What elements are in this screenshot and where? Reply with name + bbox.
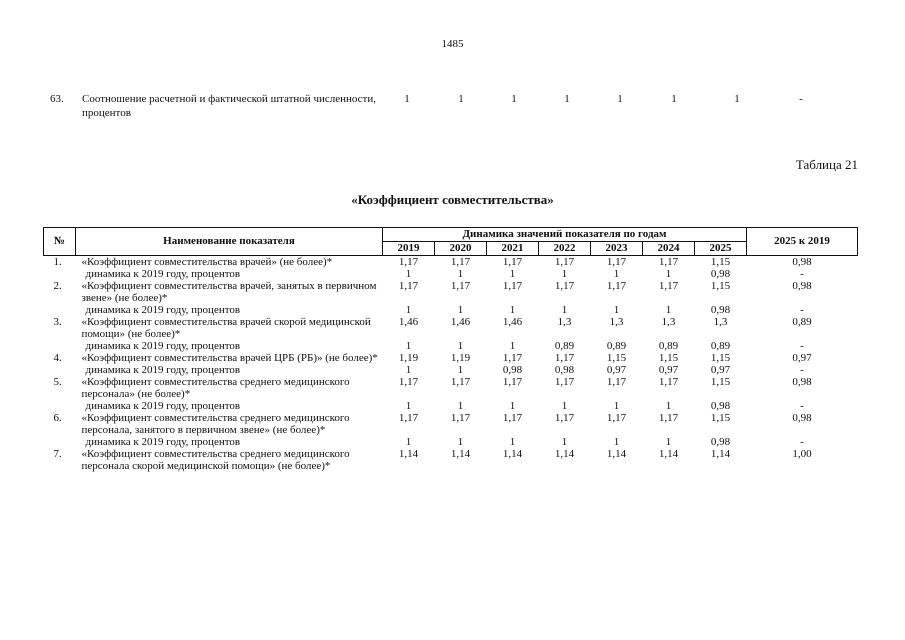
value-cell: 0,98	[502, 364, 523, 376]
page-number: 1485	[441, 38, 464, 50]
value-cell: 1,17	[398, 412, 419, 424]
row-number: 6.	[53, 412, 62, 424]
header-year: 2020	[435, 242, 487, 256]
row-number: 4.	[53, 352, 62, 364]
indicator-name: динамика к 2019 году, процентов	[85, 400, 241, 412]
value-cell: -	[800, 304, 804, 316]
value-cell: 1,17	[502, 412, 523, 424]
value-cell: 0,97	[658, 364, 679, 376]
value-cell: 1	[405, 400, 412, 412]
value-cell: 1,17	[502, 376, 523, 388]
indicator-name: «Коэффициент совместительства среднего медицинского персонала скорой медицинской помощи» (не более)*	[81, 448, 350, 472]
value-cell: 1,00	[792, 448, 812, 460]
value-cell: 1	[665, 400, 672, 412]
value-cell: 1,17	[606, 376, 627, 388]
indicator-row	[44, 256, 858, 269]
value-cell: 1,17	[398, 256, 419, 268]
value-cell: 1	[665, 304, 672, 316]
row-number	[44, 400, 76, 412]
table-label: Таблица 21	[795, 157, 858, 172]
value-cell: 1,15	[710, 352, 731, 364]
indicator-row	[44, 376, 858, 400]
row-number: 7.	[53, 448, 62, 460]
value-cell: 1,17	[398, 376, 419, 388]
value-cell: 1	[509, 268, 516, 280]
value-cell: 1	[671, 93, 677, 105]
value-cell: 1,3	[713, 316, 728, 328]
value-cell: 1,46	[450, 316, 471, 328]
value-cell: 1	[561, 400, 568, 412]
indicator-name: «Коэффициент совместительства врачей, занятых в первичном звене» (не более)*	[81, 280, 377, 304]
indicator-row	[44, 316, 858, 340]
value-cell: 1	[457, 268, 464, 280]
indicator-name: динамика к 2019 году, процентов	[85, 364, 241, 376]
table-body	[44, 256, 858, 473]
value-cell: 0,98	[710, 304, 731, 316]
value-cell: 1,15	[658, 352, 679, 364]
value-cell: 1	[665, 268, 672, 280]
indicator-name: «Коэффициент совместительства врачей ЦРБ (РБ)» (не более)*	[81, 352, 378, 364]
value-cell: -	[799, 93, 803, 105]
value-cell: 1	[458, 93, 464, 105]
indicator-name: «Коэффициент совместительства среднего медицинского персонала» (не более)*	[81, 376, 350, 400]
header-year: 2023	[591, 242, 643, 256]
indicator-name: динамика к 2019 году, процентов	[85, 304, 241, 316]
value-cell: 1	[457, 340, 464, 352]
value-cell: 1,14	[710, 448, 731, 460]
dynamics-row	[44, 436, 858, 448]
row-number: 1.	[53, 256, 62, 268]
value-cell: 1,17	[658, 256, 679, 268]
header-year: 2022	[539, 242, 591, 256]
value-cell: 1	[561, 268, 568, 280]
value-cell: 1,19	[450, 352, 471, 364]
value-cell: 1,17	[502, 280, 523, 292]
value-cell: 1	[617, 93, 623, 105]
dynamics-row	[44, 268, 858, 280]
value-cell: 1	[613, 400, 620, 412]
value-cell: 1,46	[398, 316, 419, 328]
value-cell: 1,15	[710, 412, 731, 424]
value-cell: 1,17	[450, 256, 471, 268]
value-cell: 1	[457, 436, 464, 448]
value-cell: 0,89	[792, 316, 812, 328]
value-cell: -	[800, 400, 804, 412]
value-cell: 0,97	[792, 352, 812, 364]
value-cell: -	[800, 340, 804, 352]
value-cell: 0,89	[658, 340, 679, 352]
value-cell: 1	[613, 268, 620, 280]
value-cell: 1,17	[450, 376, 471, 388]
value-cell: 1,17	[450, 412, 471, 424]
value-cell: 1	[509, 400, 516, 412]
value-cell: 0,89	[606, 340, 627, 352]
header-year: 2024	[643, 242, 695, 256]
row-number	[44, 268, 76, 280]
value-cell: 1	[613, 436, 620, 448]
value-cell: 1	[561, 436, 568, 448]
dynamics-row	[44, 364, 858, 376]
header-year: 2025	[695, 242, 747, 256]
value-cell: 1,15	[710, 376, 731, 388]
row-number	[44, 436, 76, 448]
dynamics-row	[44, 304, 858, 316]
header-year: 2021	[487, 242, 539, 256]
value-cell: 1,14	[450, 448, 471, 460]
value-cell: 1,17	[554, 412, 575, 424]
header-ratio: 2025 к 2019	[747, 228, 858, 256]
value-cell: 1	[564, 93, 570, 105]
value-cell: 1	[509, 304, 516, 316]
value-cell: 1	[405, 364, 412, 376]
value-cell: 1,14	[398, 448, 419, 460]
value-cell: 1,14	[658, 448, 679, 460]
value-cell: 1	[665, 436, 672, 448]
value-cell: 0,98	[792, 412, 812, 424]
value-cell: 1,17	[554, 376, 575, 388]
row-number: 3.	[53, 316, 62, 328]
indicator-row	[44, 448, 858, 472]
value-cell: 1,3	[661, 316, 676, 328]
header-indicator-name: Наименование показателя	[76, 228, 383, 256]
row-number: 63.	[50, 93, 64, 105]
value-cell: 1,17	[606, 256, 627, 268]
value-cell: 1,15	[606, 352, 627, 364]
value-cell: 1,17	[658, 376, 679, 388]
value-cell: 0,98	[710, 436, 731, 448]
value-cell: 0,89	[554, 340, 575, 352]
value-cell: 1	[734, 93, 740, 105]
indicator-name: динамика к 2019 году, процентов	[85, 268, 241, 280]
header-dynamics: Динамика значений показателя по годам	[383, 228, 747, 242]
row-number	[44, 304, 76, 316]
value-cell: 1	[405, 268, 412, 280]
value-cell: 1	[405, 304, 412, 316]
value-cell: 0,97	[606, 364, 627, 376]
indicator-row	[44, 280, 858, 304]
value-cell: 1	[561, 304, 568, 316]
value-cell: 1,17	[554, 256, 575, 268]
value-cell: 1,17	[606, 412, 627, 424]
indicator-row	[44, 352, 858, 364]
value-cell: 0,98	[792, 280, 812, 292]
value-cell: 0,98	[554, 364, 575, 376]
value-cell: 0,98	[792, 256, 812, 268]
dynamics-row	[44, 400, 858, 412]
value-cell: 1,17	[554, 352, 575, 364]
value-cell: 1,17	[398, 280, 419, 292]
indicator-name: динамика к 2019 году, процентов	[85, 436, 241, 448]
value-cell: 1,14	[502, 448, 523, 460]
value-cell: -	[800, 364, 804, 376]
header-year: 2019	[383, 242, 435, 256]
value-cell: 1	[511, 93, 517, 105]
value-cell: 1,19	[398, 352, 419, 364]
value-cell: 1	[509, 340, 516, 352]
value-cell: 1,15	[710, 280, 731, 292]
coefficient-table	[43, 227, 858, 472]
value-cell: 0,89	[710, 340, 731, 352]
header-number: №	[44, 228, 76, 256]
value-cell: 0,98	[710, 268, 731, 280]
value-cell: 1,17	[502, 256, 523, 268]
value-cell: 1,3	[557, 316, 572, 328]
value-cell: 1	[509, 436, 516, 448]
value-cell: 1,14	[606, 448, 627, 460]
value-cell: -	[800, 436, 804, 448]
indicator-name: «Коэффициент совместительства врачей скорой медицинской помощи» (не более)*	[81, 316, 371, 340]
value-cell: 1	[405, 340, 412, 352]
indicator-name: динамика к 2019 году, процентов	[85, 340, 241, 352]
value-cell: 1	[405, 436, 412, 448]
value-cell: 1,3	[609, 316, 624, 328]
value-cell: 1,17	[658, 412, 679, 424]
row-number: 5.	[53, 376, 62, 388]
value-cell: 1	[457, 304, 464, 316]
value-cell: 1,17	[502, 352, 523, 364]
value-cell: -	[800, 268, 804, 280]
value-cell: 1,17	[450, 280, 471, 292]
indicator-name: «Коэффициент совместительства среднего медицинского персонала, занятого в первичном звене» (не более)*	[81, 412, 350, 436]
value-cell: 1,15	[710, 256, 731, 268]
row-number	[44, 340, 76, 352]
dynamics-row	[44, 340, 858, 352]
value-cell: 0,97	[710, 364, 731, 376]
value-cell: 1,17	[606, 280, 627, 292]
indicator-name: «Коэффициент совместительства врачей» (не более)*	[81, 256, 333, 268]
value-cell: 1	[457, 400, 464, 412]
value-cell: 1,14	[554, 448, 575, 460]
value-cell: 0,98	[792, 376, 812, 388]
table-title: «Коэффициент совместительства»	[351, 192, 554, 207]
indicator-name: Соотношение расчетной и фактической штатной численности, процентов	[82, 93, 376, 119]
value-cell: 1,17	[554, 280, 575, 292]
value-cell: 1	[457, 364, 464, 376]
value-cell: 1	[404, 93, 410, 105]
value-cell: 1,46	[502, 316, 523, 328]
value-cell: 1,17	[658, 280, 679, 292]
row-number: 2.	[53, 280, 62, 292]
indicator-row	[44, 412, 858, 436]
value-cell: 1	[613, 304, 620, 316]
row-number	[44, 364, 76, 376]
value-cell: 0,98	[710, 400, 731, 412]
